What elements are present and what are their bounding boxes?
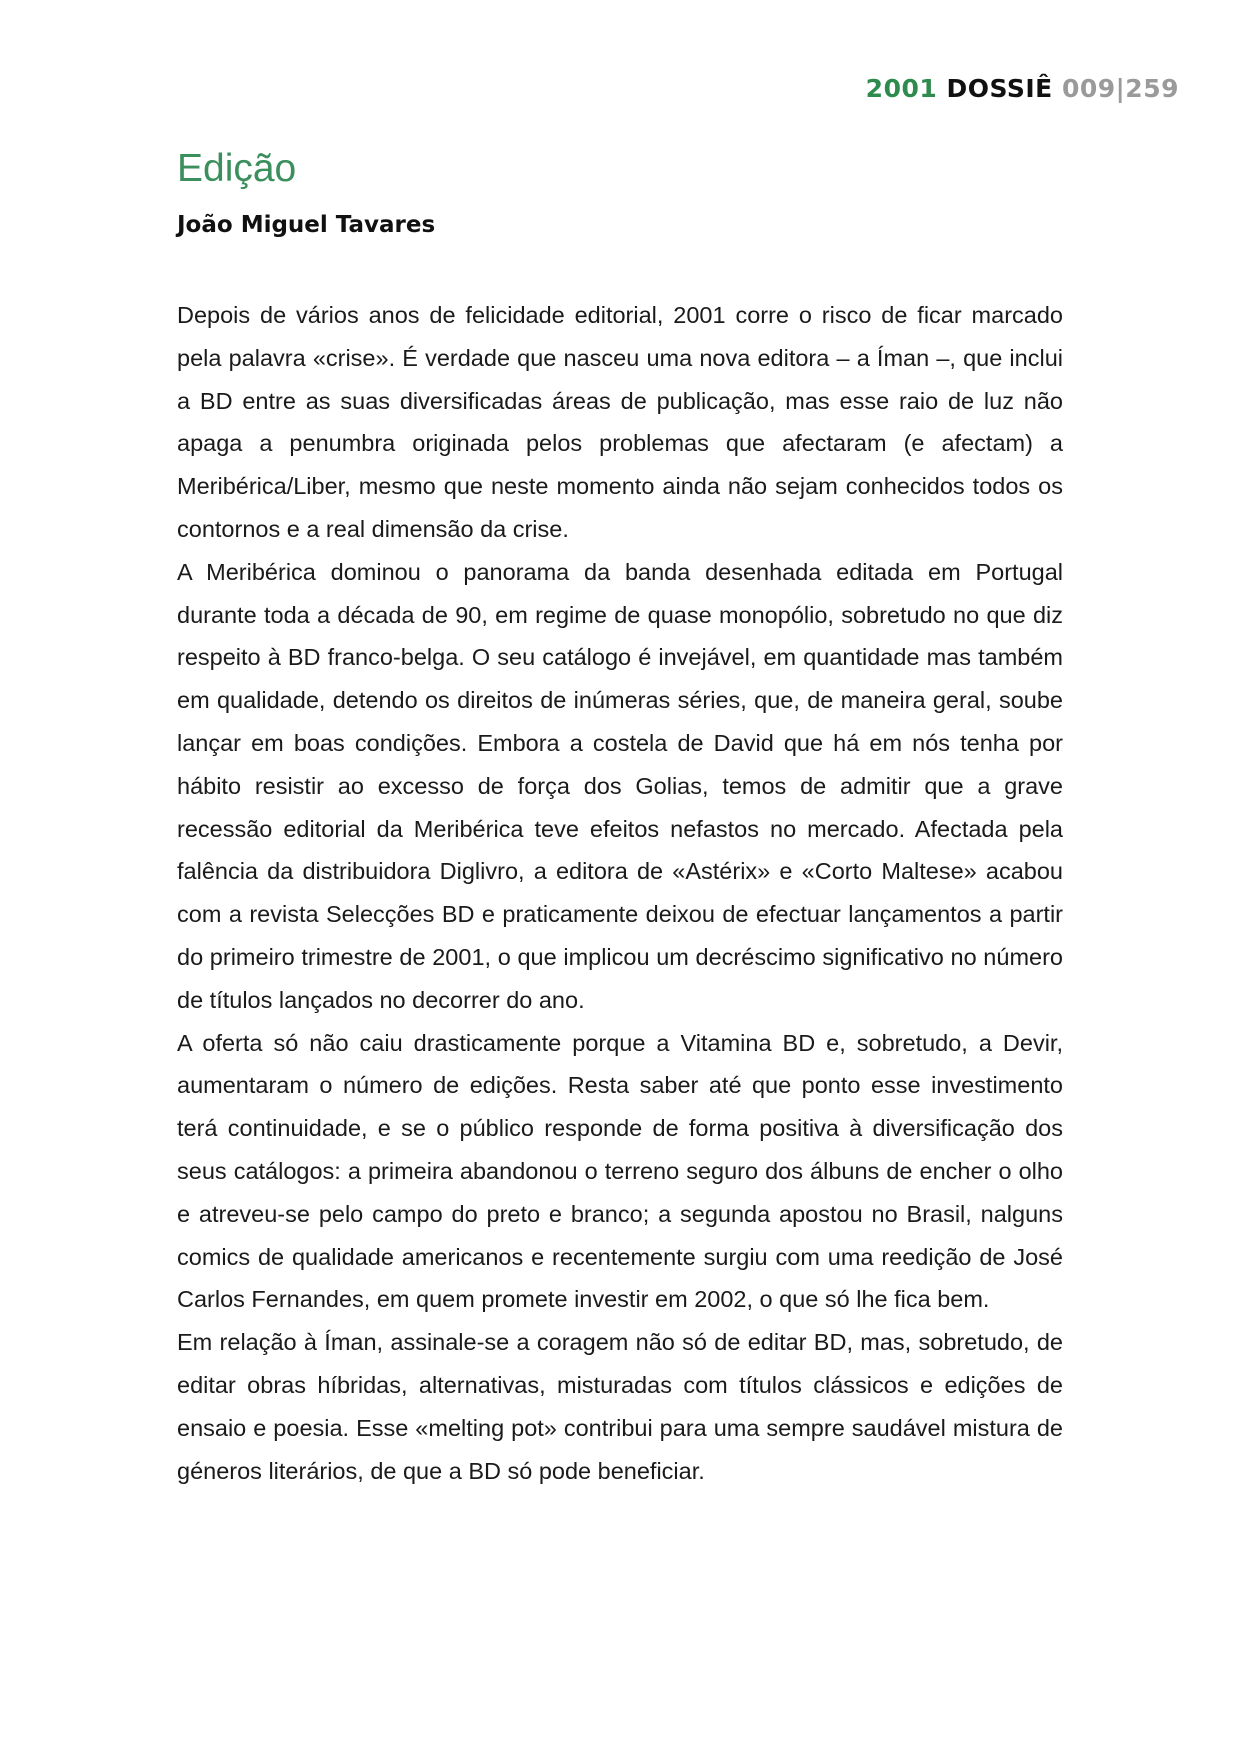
- header-title: DOSSIÊ: [946, 74, 1053, 103]
- body-paragraph-3: A oferta só não caiu drasticamente porque a Vitamina BD e, sobretudo, a Devir, aumentaram o número de edições. Resta saber até que ponto esse investimento terá continuidade, e se o público responde de forma positiva à diversificação dos seus catálogos: a primeira abandonou o terreno seguro dos álbuns de encher o olho e atreveu-se pelo campo do preto e branco; a segunda apostou no Brasil, nalguns comics de qualidade americanos e recentemente surgiu com uma reedição de José Carlos Fernandes, em quem promete investir em 2002, o que só lhe fica bem.: [177, 1029, 1063, 1313]
- running-header: [866, 74, 1179, 103]
- body-paragraph-2: A Meribérica dominou o panorama da banda desenhada editada em Portugal durante toda a década de 90, em regime de quase monopólio, sobretudo no que diz respeito à BD franco-belga. O seu catálogo é invejável, em quantidade mas também em qualidade, detendo os direitos de inúmeras séries, que, de maneira geral, soube lançar em boas condições. Embora a costela de David que há em nós tenha por hábito resistir ao excesso de força dos Golias, temos de admitir que a grave recessão editorial da Meribérica teve efeitos nefastos no mercado. Afectada pela falência da distribuidora Diglivro, a editora de «Astérix» e «Corto Maltese» acabou com a revista Selecções BD e praticamente deixou de efectuar lançamentos a partir do primeiro trimestre de 2001, o que implicou um decréscimo significativo no número de títulos lançados no decorrer do ano.: [177, 558, 1063, 1013]
- body-paragraph-1: Depois de vários anos de felicidade editorial, 2001 corre o risco de ficar marcado pela palavra «crise». É verdade que nasceu uma nova editora – a Íman –, que inclui a BD entre as suas diversificadas áreas de publicação, mas esse raio de luz não apaga a penumbra originada pelos problemas que afectaram (e afectam) a Meribérica/Liber, mesmo que neste momento ainda não sejam conhecidos todos os contornos e a real dimensão da crise.: [177, 302, 1063, 542]
- article-body: [177, 294, 1063, 1492]
- article-author: João Miguel Tavares: [177, 212, 436, 238]
- article-title: Edição: [177, 147, 297, 190]
- header-page-number: 009|259: [1061, 74, 1179, 103]
- header-year: 2001: [865, 74, 938, 103]
- body-paragraph-4: Em relação à Íman, assinale-se a coragem não só de editar BD, mas, sobretudo, de editar obras híbridas, alternativas, misturadas com títulos clássicos e edições de ensaio e poesia. Esse «melting pot» contribui para uma sempre saudável mistura de géneros literários, de que a BD só pode beneficiar.: [177, 1329, 1063, 1484]
- article: [177, 146, 1063, 1492]
